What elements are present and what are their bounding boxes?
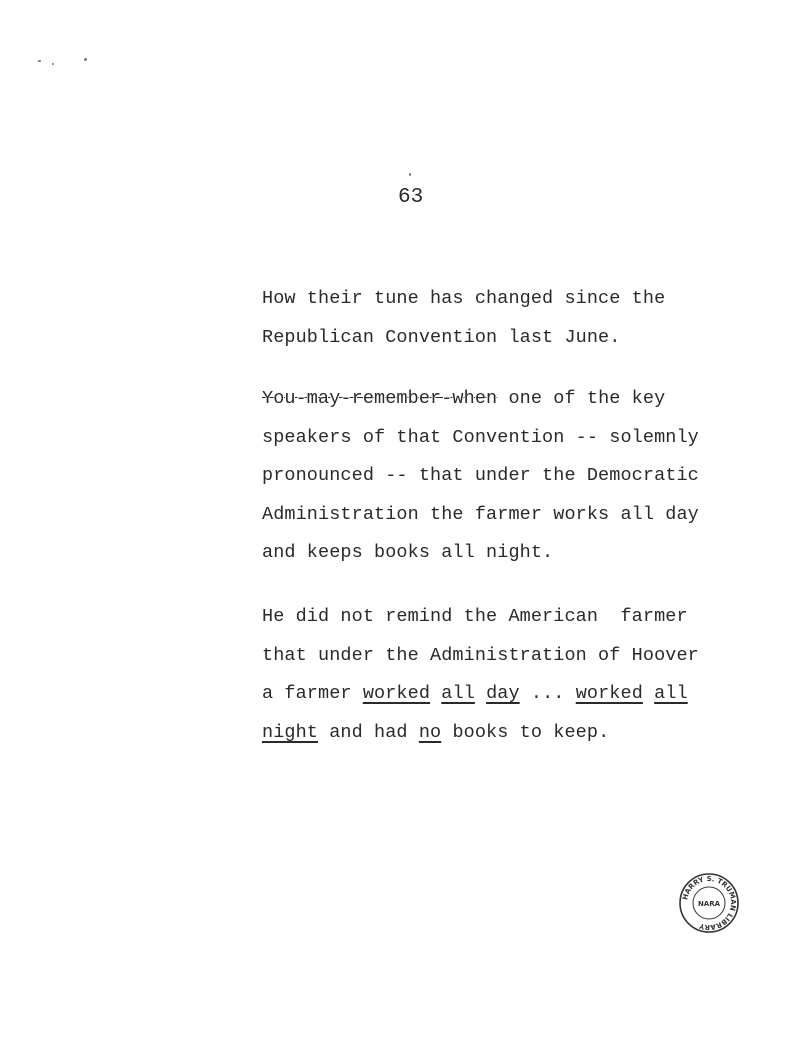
margin-mark [84,58,87,61]
text-line [262,419,702,458]
margin-mark [409,173,411,176]
line-text: and had [318,721,419,743]
line-text: books to keep. [441,721,610,743]
line-text: Republican Convention last June. [262,326,621,348]
margin-mark [38,60,41,62]
stamp-ring-text-path: HARRY S. TRUMAN LIBRARY [681,874,738,932]
line-text: He did not remind the American farmer [262,606,688,627]
line-text: a farmer [262,683,363,704]
line-text: that under the Administration of Hoover [262,644,699,666]
underlined-word: all [441,683,475,704]
underlined-word: no [418,721,442,743]
text-line [262,496,702,535]
line-text [430,683,441,704]
stamp-center-text: NARA [697,900,721,908]
line-text: How their tune has changed since the [262,288,666,309]
underlined-word: all [654,683,688,704]
library-stamp [678,872,740,934]
underlined-word: worked [575,683,643,704]
text-line [262,598,702,637]
line-text: and keeps books all night. [262,542,554,563]
text-line [262,280,702,319]
text-line [262,714,702,753]
text-line [262,457,702,496]
underlined-word: worked [362,683,431,704]
underlined-word: night [262,721,319,743]
line-text [475,683,486,704]
paragraph-2 [262,380,702,573]
line-text: pronounced -- that under the Democratic [262,465,699,486]
line-text: one of the key [497,388,666,409]
paragraph-3 [262,598,702,752]
text-line [262,534,702,573]
paragraph-1 [262,280,702,357]
margin-mark [52,63,54,65]
line-text [643,683,654,704]
page-number: 63 [398,186,424,209]
line-text: ... [519,683,576,704]
line-text: speakers of that Convention -- solemnly [262,426,699,448]
text-line [262,675,702,714]
underlined-word: day [486,683,520,704]
text-line [262,637,702,676]
line-text: Administration the farmer works all day [262,503,699,525]
struck-text: You-may-remember-when [262,388,498,409]
text-line [262,380,702,419]
text-line [262,319,702,358]
